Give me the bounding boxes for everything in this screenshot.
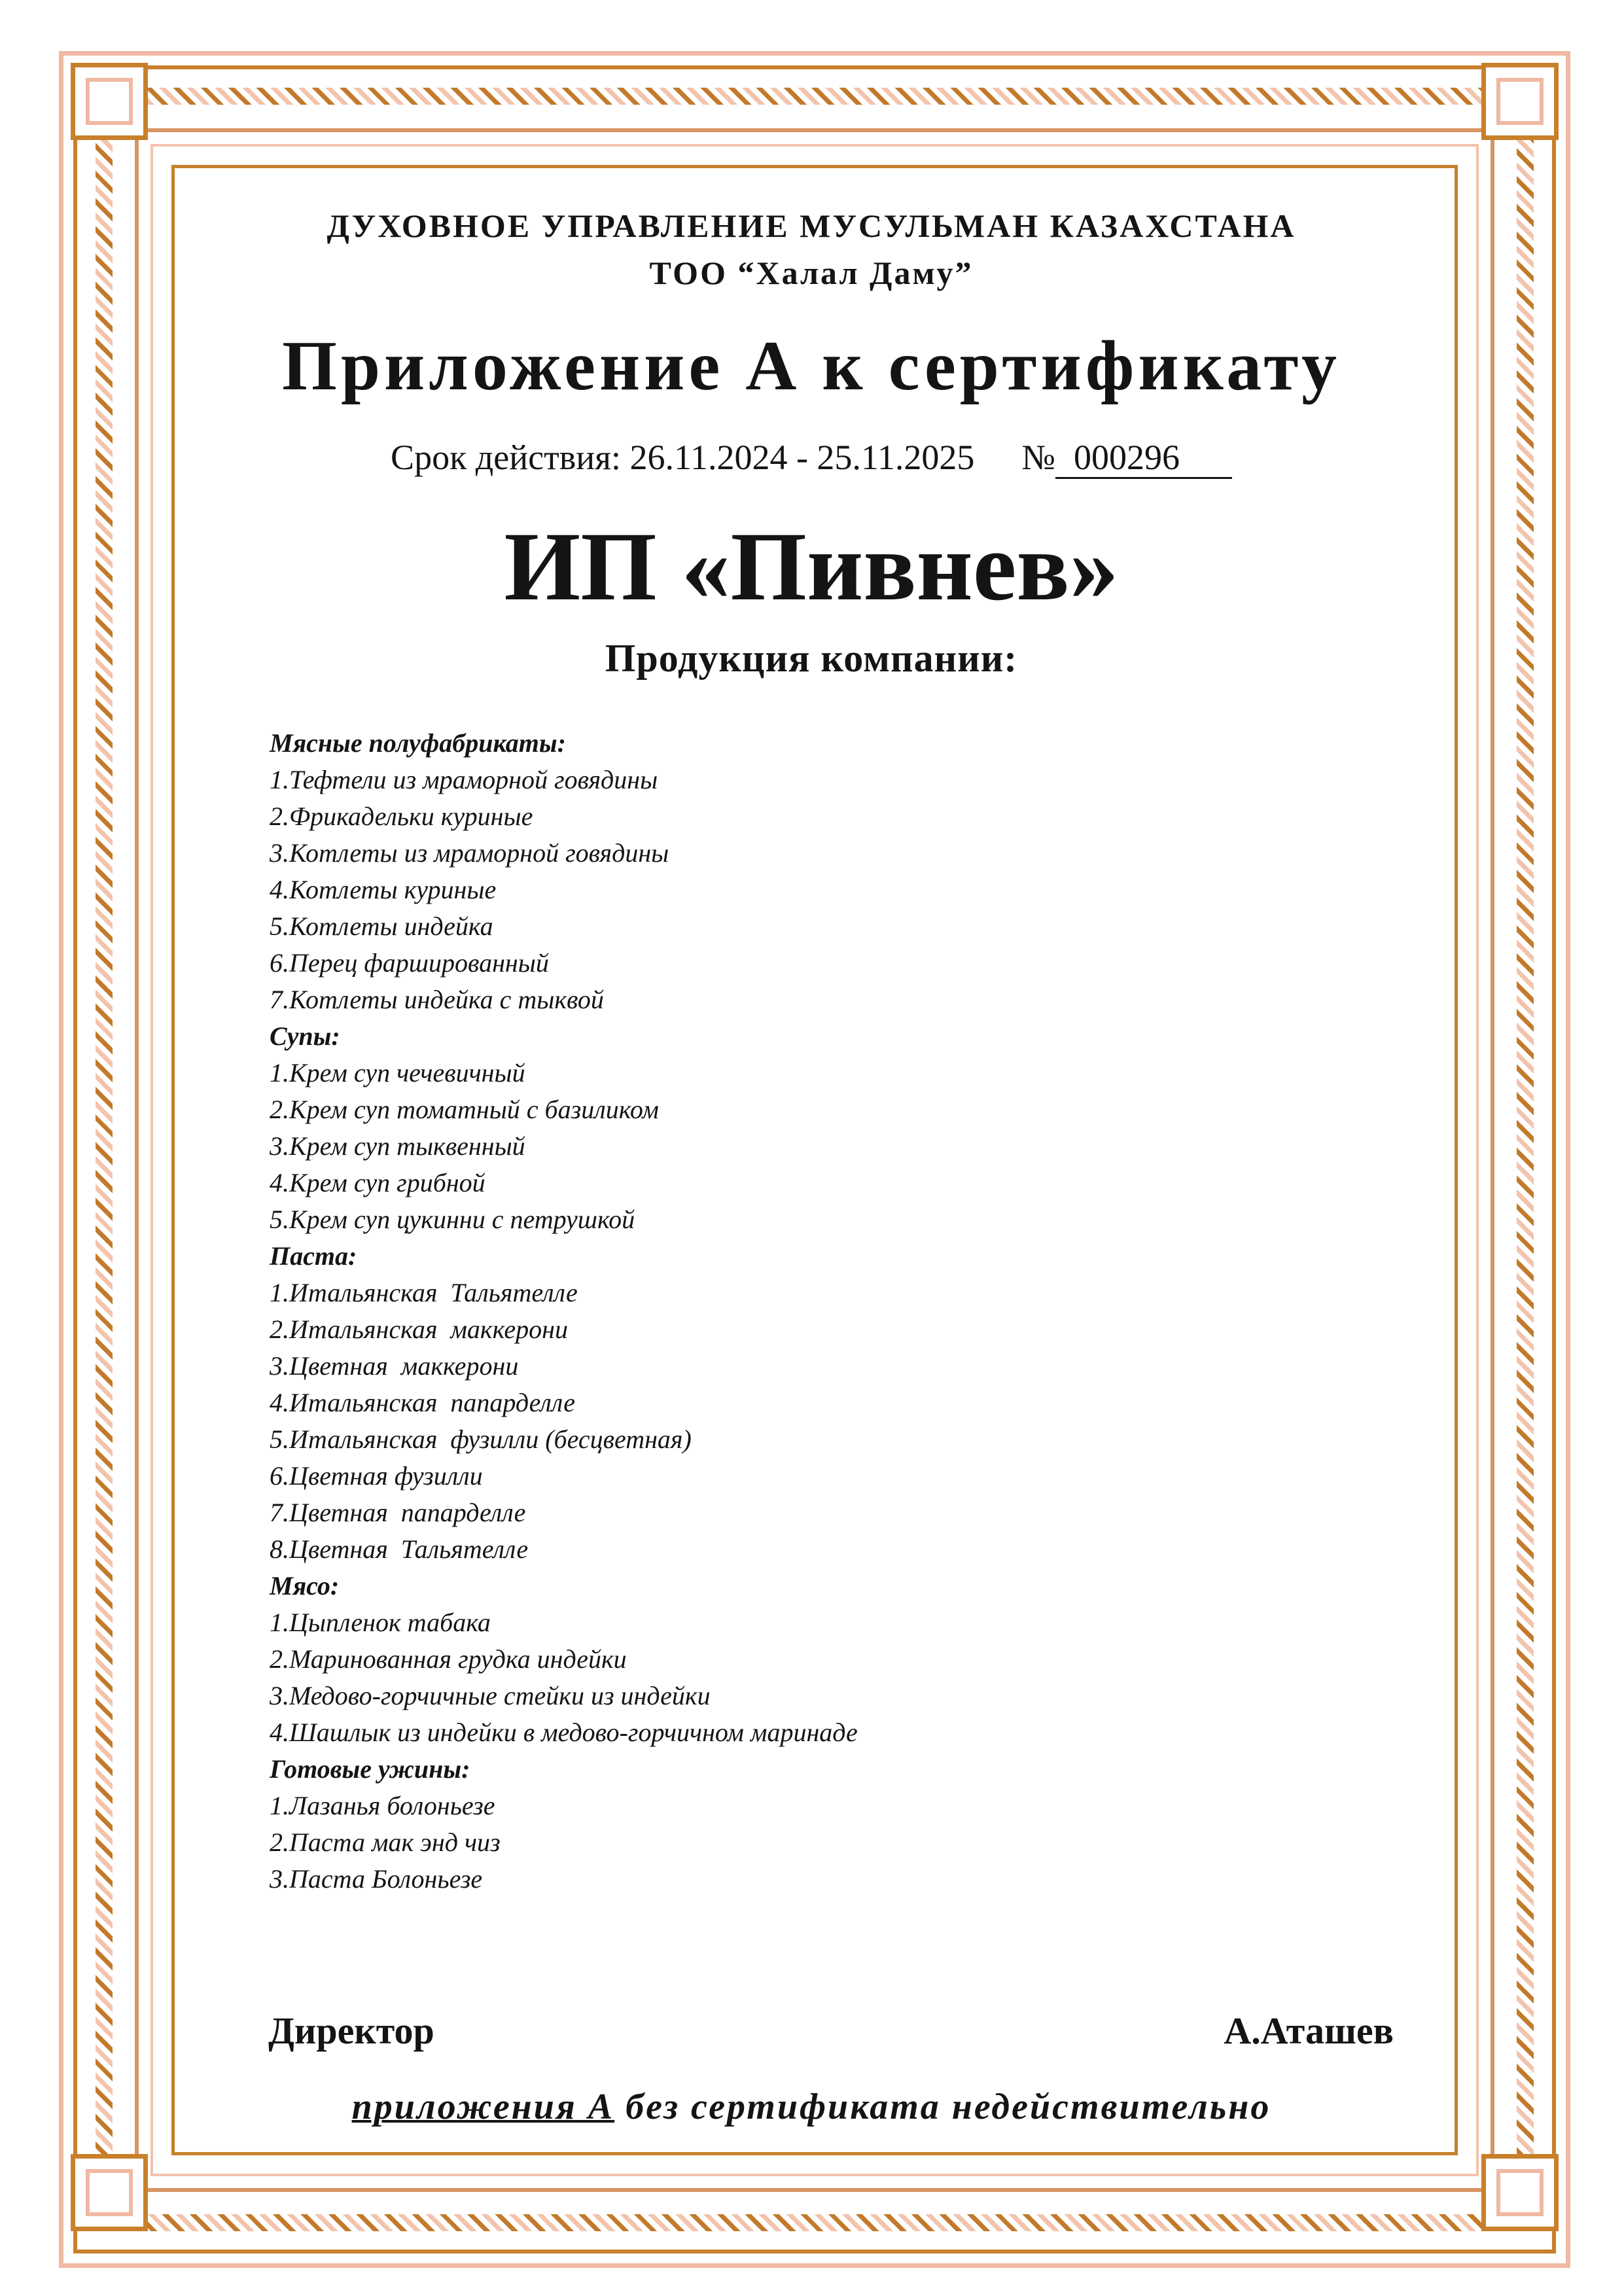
product-item: 1.Крем суп чечевичный bbox=[270, 1058, 525, 1087]
category-heading: Супы: bbox=[270, 1021, 340, 1051]
product-item: 5.Крем суп цукинни с петрушкой bbox=[270, 1205, 635, 1234]
product-list bbox=[270, 725, 1382, 1898]
product-item: 7.Цветная папарделле bbox=[270, 1498, 526, 1527]
category-heading: Готовые ужины: bbox=[270, 1754, 470, 1784]
validity-note-underlined: приложения А bbox=[351, 2087, 615, 2127]
product-item: 3.Медово-горчичные стейки из индейки bbox=[270, 1681, 711, 1710]
product-item: 5.Котлеты индейка bbox=[270, 911, 493, 941]
validity-note bbox=[196, 2086, 1426, 2128]
product-item: 3.Котлеты из мраморной говядины bbox=[270, 838, 669, 868]
product-item: 1.Итальянская Тальятелле bbox=[270, 1278, 578, 1307]
product-item: 1.Цыпленок табака bbox=[270, 1608, 491, 1637]
product-item: 3.Цветная маккерони bbox=[270, 1351, 519, 1381]
product-item: 2.Крем суп томатный с базиликом bbox=[270, 1095, 659, 1124]
organization-company: ТОО “Халал Даму” bbox=[649, 255, 974, 291]
product-item: 2.Маринованная грудка индейки bbox=[270, 1644, 627, 1674]
corner-ornament-top-left bbox=[71, 63, 148, 140]
certificate-number: 000296 bbox=[1055, 438, 1232, 479]
category-heading: Паста: bbox=[270, 1241, 357, 1271]
corner-ornament-bottom-left bbox=[71, 2154, 148, 2231]
product-item: 4.Крем суп грибной bbox=[270, 1168, 485, 1197]
organization-name: ДУХОВНОЕ УПРАВЛЕНИЕ МУСУЛЬМАН КАЗАХСТАНА bbox=[327, 207, 1296, 244]
corner-ornament-top-right bbox=[1481, 63, 1559, 140]
product-item: 2.Итальянская маккерони bbox=[270, 1315, 568, 1344]
product-item: 4.Котлеты куриные bbox=[270, 875, 497, 904]
number-label: № bbox=[1021, 438, 1055, 477]
product-item: 2.Фрикадельки куриные bbox=[270, 802, 533, 831]
product-item: 4.Шашлык из индейки в медово-горчичном маринаде bbox=[270, 1718, 858, 1747]
product-item: 7.Котлеты индейка с тыквой bbox=[270, 985, 604, 1014]
company-name: ИП «Пивнев» bbox=[504, 512, 1119, 621]
product-item: 1.Тефтели из мраморной говядины bbox=[270, 765, 658, 794]
certificate-content bbox=[196, 196, 1426, 2159]
validity-row bbox=[196, 437, 1426, 479]
product-item: 8.Цветная Тальятелле bbox=[270, 1534, 529, 1564]
product-item: 3.Крем суп тыквенный bbox=[270, 1131, 525, 1161]
category-heading: Мясо: bbox=[270, 1571, 340, 1600]
product-item: 5.Итальянская фузилли (бесцветная) bbox=[270, 1424, 692, 1454]
product-item: 3.Паста Болоньезе bbox=[270, 1864, 483, 1894]
signatory-role: Директор bbox=[268, 2009, 434, 2052]
product-item: 4.Итальянская папарделле bbox=[270, 1388, 575, 1417]
product-item: 6.Цветная фузилли bbox=[270, 1461, 483, 1491]
validity-period: Срок действия: 26.11.2024 - 25.11.2025 bbox=[391, 438, 975, 477]
product-item: 1.Лазанья болоньезе bbox=[270, 1791, 495, 1820]
product-item: 2.Паста мак энд чиз bbox=[270, 1828, 501, 1857]
category-heading: Мясные полуфабрикаты: bbox=[270, 728, 566, 758]
corner-ornament-bottom-right bbox=[1481, 2154, 1559, 2231]
validity-note-rest: без сертификата недействительно bbox=[614, 2087, 1271, 2127]
products-heading: Продукция компании: bbox=[605, 637, 1018, 680]
product-item: 6.Перец фаршированный bbox=[270, 948, 549, 978]
document-title: Приложение А к сертификату bbox=[281, 327, 1341, 405]
signatory-name: А.Аташев bbox=[1224, 2009, 1394, 2052]
